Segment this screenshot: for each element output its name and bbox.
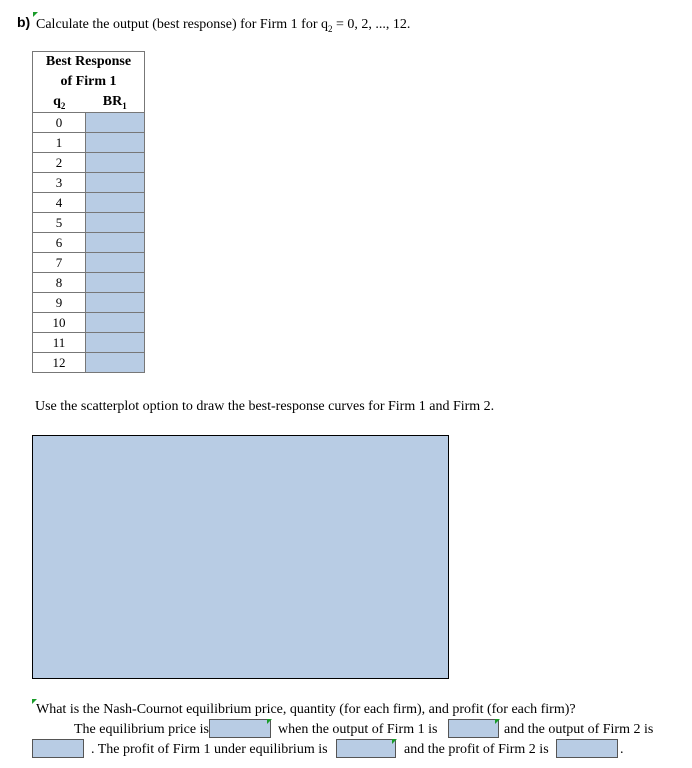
br1-input-cell[interactable] <box>86 173 145 193</box>
br1-input-cell[interactable] <box>86 113 145 133</box>
br1-input-cell[interactable] <box>86 253 145 273</box>
br1-input-cell[interactable] <box>86 193 145 213</box>
q2-cell: 10 <box>33 313 86 333</box>
firm2-output-input[interactable] <box>32 739 84 758</box>
cell-comment-marker <box>495 719 500 724</box>
q2-cell: 5 <box>33 213 86 233</box>
q2-cell: 7 <box>33 253 86 273</box>
table-row <box>33 333 145 353</box>
chart-placeholder-area[interactable] <box>32 435 449 679</box>
profit-firm1-text: . The profit of Firm 1 under equilibrium is <box>91 742 328 757</box>
profit-firm2-text: and the profit of Firm 2 is <box>404 742 549 757</box>
equilibrium-question: What is the Nash-Cournot equilibrium price, quantity (for each firm), and profit (for each firm)? <box>36 702 576 717</box>
q2-cell: 0 <box>33 113 86 133</box>
end-period: . <box>620 742 624 757</box>
br1-input-cell[interactable] <box>86 233 145 253</box>
q2-cell: 1 <box>33 133 86 153</box>
q2-cell: 12 <box>33 353 86 373</box>
table-row <box>33 133 145 153</box>
table-row <box>33 173 145 193</box>
profit-firm2-input[interactable] <box>556 739 618 758</box>
q2-cell: 11 <box>33 333 86 353</box>
br1-input-cell[interactable] <box>86 213 145 233</box>
q2-cell: 3 <box>33 173 86 193</box>
scatterplot-instruction: Use the scatterplot option to draw the best-response curves for Firm 1 and Firm 2. <box>35 399 495 414</box>
br1-input-cell[interactable] <box>86 273 145 293</box>
table-title-line2: of Firm 1 <box>33 72 145 92</box>
br1-input-cell[interactable] <box>86 333 145 353</box>
equilibrium-price-input[interactable] <box>209 719 271 738</box>
firm1-output-text: when the output of Firm 1 is <box>278 722 438 737</box>
q2-cell: 4 <box>33 193 86 213</box>
table-row <box>33 233 145 253</box>
q2-cell: 2 <box>33 153 86 173</box>
part-label: b) <box>17 14 31 30</box>
part-b-question: Calculate the output (best response) for Firm 1 for $q_2 = 0$, 2, ..., 12. <box>36 17 411 34</box>
table-row <box>33 293 145 313</box>
table-title-line1: Best Response <box>33 52 145 73</box>
firm2-output-text: and the output of Firm 2 is <box>504 722 654 737</box>
cell-comment-marker <box>267 719 272 724</box>
col-header-q2: $q_2$ <box>33 92 86 113</box>
profit-firm1-input[interactable] <box>336 739 396 758</box>
br1-input-cell[interactable] <box>86 133 145 153</box>
table-row <box>33 213 145 233</box>
q2-cell: 9 <box>33 293 86 313</box>
firm1-output-input[interactable] <box>448 719 499 738</box>
best-response-table <box>32 51 145 373</box>
table-row <box>33 353 145 373</box>
col-header-br1: $BR_1$ <box>86 92 145 113</box>
cell-comment-marker <box>392 739 397 744</box>
q2-cell: 6 <box>33 233 86 253</box>
equilibrium-price-text: The equilibrium price is <box>74 722 209 737</box>
table-row <box>33 153 145 173</box>
table-row <box>33 313 145 333</box>
table-row <box>33 253 145 273</box>
br1-input-cell[interactable] <box>86 353 145 373</box>
table-row <box>33 273 145 293</box>
br1-input-cell[interactable] <box>86 293 145 313</box>
br1-input-cell[interactable] <box>86 153 145 173</box>
table-row <box>33 113 145 133</box>
table-row <box>33 193 145 213</box>
q2-cell: 8 <box>33 273 86 293</box>
br1-input-cell[interactable] <box>86 313 145 333</box>
